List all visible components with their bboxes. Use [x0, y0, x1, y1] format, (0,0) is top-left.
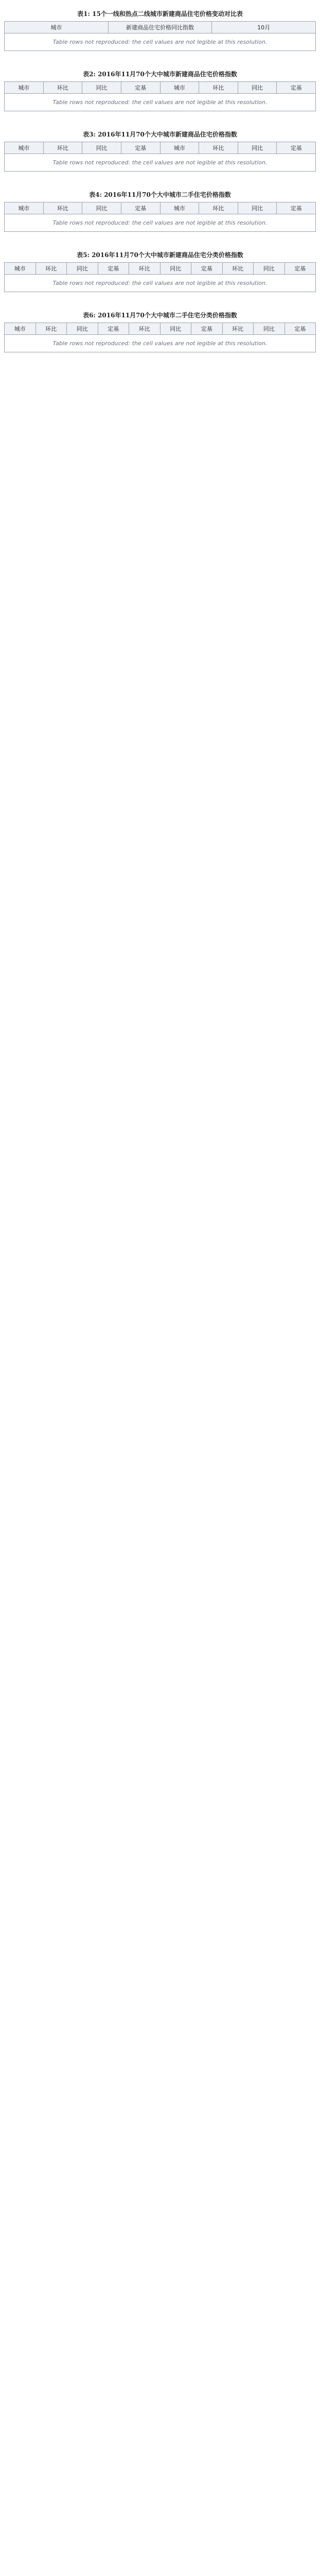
unreadable-rows-placeholder — [5, 275, 316, 292]
data-table — [4, 323, 316, 352]
column-header: 同比 — [67, 263, 98, 275]
column-header: 城市 — [160, 142, 199, 154]
column-header: 城市 — [5, 323, 36, 335]
table-block — [4, 9, 316, 51]
column-header: 定基 — [285, 263, 316, 275]
column-header: 环比 — [43, 142, 82, 154]
column-header: 环比 — [222, 263, 254, 275]
column-header: 定基 — [121, 82, 160, 94]
unreadable-rows-placeholder — [5, 154, 316, 172]
data-table — [4, 262, 316, 292]
column-header: 环比 — [222, 323, 254, 335]
column-header: 同比 — [254, 263, 285, 275]
table-header-row — [5, 323, 316, 335]
column-header: 定基 — [121, 142, 160, 154]
column-header: 城市 — [5, 22, 109, 33]
unreadable-rows-note: Table rows not reproduced: the cell values are not legible at this resolution. — [5, 275, 316, 292]
table-block — [4, 190, 316, 232]
column-header: 定基 — [285, 323, 316, 335]
column-header: 环比 — [43, 82, 82, 94]
table-caption: 表5: 2016年11月70个大中城市新建商品住宅分类价格指数 — [77, 251, 243, 259]
column-header: 环比 — [129, 323, 161, 335]
column-header: 同比 — [238, 142, 277, 154]
data-table — [4, 81, 316, 111]
unreadable-rows-note: Table rows not reproduced: the cell values are not legible at this resolution. — [5, 94, 316, 111]
column-header: 城市 — [5, 82, 44, 94]
column-header: 城市 — [160, 202, 199, 214]
column-header: 城市 — [5, 142, 44, 154]
column-header: 同比 — [82, 82, 121, 94]
column-header: 同比 — [82, 202, 121, 214]
table-caption: 表3: 2016年11月70个大中城市新建商品住宅价格指数 — [83, 131, 237, 138]
column-header: 同比 — [160, 263, 191, 275]
unreadable-rows-placeholder — [5, 214, 316, 232]
column-header: 定基 — [277, 82, 316, 94]
column-header: 环比 — [129, 263, 161, 275]
column-header: 10月 — [212, 22, 316, 33]
column-header: 同比 — [67, 323, 98, 335]
column-header: 环比 — [199, 82, 238, 94]
column-header: 环比 — [43, 202, 82, 214]
column-header: 同比 — [160, 323, 191, 335]
table-header-row — [5, 263, 316, 275]
column-header: 同比 — [238, 82, 277, 94]
unreadable-rows-placeholder — [5, 94, 316, 111]
column-header: 城市 — [5, 202, 44, 214]
column-header: 定基 — [191, 323, 223, 335]
table-block — [4, 311, 316, 352]
column-header: 环比 — [199, 142, 238, 154]
column-header: 城市 — [5, 263, 36, 275]
column-header: 同比 — [254, 323, 285, 335]
data-table — [4, 21, 316, 51]
unreadable-rows-placeholder — [5, 335, 316, 352]
column-header: 定基 — [121, 202, 160, 214]
column-header: 环比 — [35, 323, 67, 335]
table-header-row — [5, 22, 316, 33]
table-caption: 表2: 2016年11月70个大中城市新建商品住宅价格指数 — [83, 71, 237, 78]
unreadable-rows-note: Table rows not reproduced: the cell values are not legible at this resolution. — [5, 33, 316, 51]
table-caption: 表4: 2016年11月70个大中城市二手住宅价格指数 — [89, 191, 231, 198]
table-header-row — [5, 82, 316, 94]
column-header: 环比 — [199, 202, 238, 214]
unreadable-rows-placeholder — [5, 33, 316, 51]
table-block — [4, 250, 316, 292]
table-caption: 表6: 2016年11月70个大中城市二手住宅分类价格指数 — [83, 312, 237, 319]
column-header: 定基 — [277, 142, 316, 154]
table-block — [4, 130, 316, 172]
table-header-row — [5, 202, 316, 214]
data-table — [4, 142, 316, 172]
document — [4, 0, 316, 352]
column-header: 定基 — [191, 263, 223, 275]
column-header: 环比 — [35, 263, 67, 275]
unreadable-rows-note: Table rows not reproduced: the cell values are not legible at this resolution. — [5, 154, 316, 172]
column-header: 定基 — [98, 263, 129, 275]
column-header: 城市 — [160, 82, 199, 94]
table-caption: 表1: 15个一线和热点二线城市新建商品住宅价格变动对比表 — [77, 10, 243, 18]
data-table — [4, 202, 316, 232]
table-header-row — [5, 142, 316, 154]
column-header: 同比 — [82, 142, 121, 154]
column-header: 新建商品住宅价格同比指数 — [108, 22, 212, 33]
table-block — [4, 70, 316, 111]
unreadable-rows-note: Table rows not reproduced: the cell values are not legible at this resolution. — [5, 335, 316, 352]
column-header: 定基 — [277, 202, 316, 214]
column-header: 同比 — [238, 202, 277, 214]
column-header: 定基 — [98, 323, 129, 335]
unreadable-rows-note: Table rows not reproduced: the cell values are not legible at this resolution. — [5, 214, 316, 232]
